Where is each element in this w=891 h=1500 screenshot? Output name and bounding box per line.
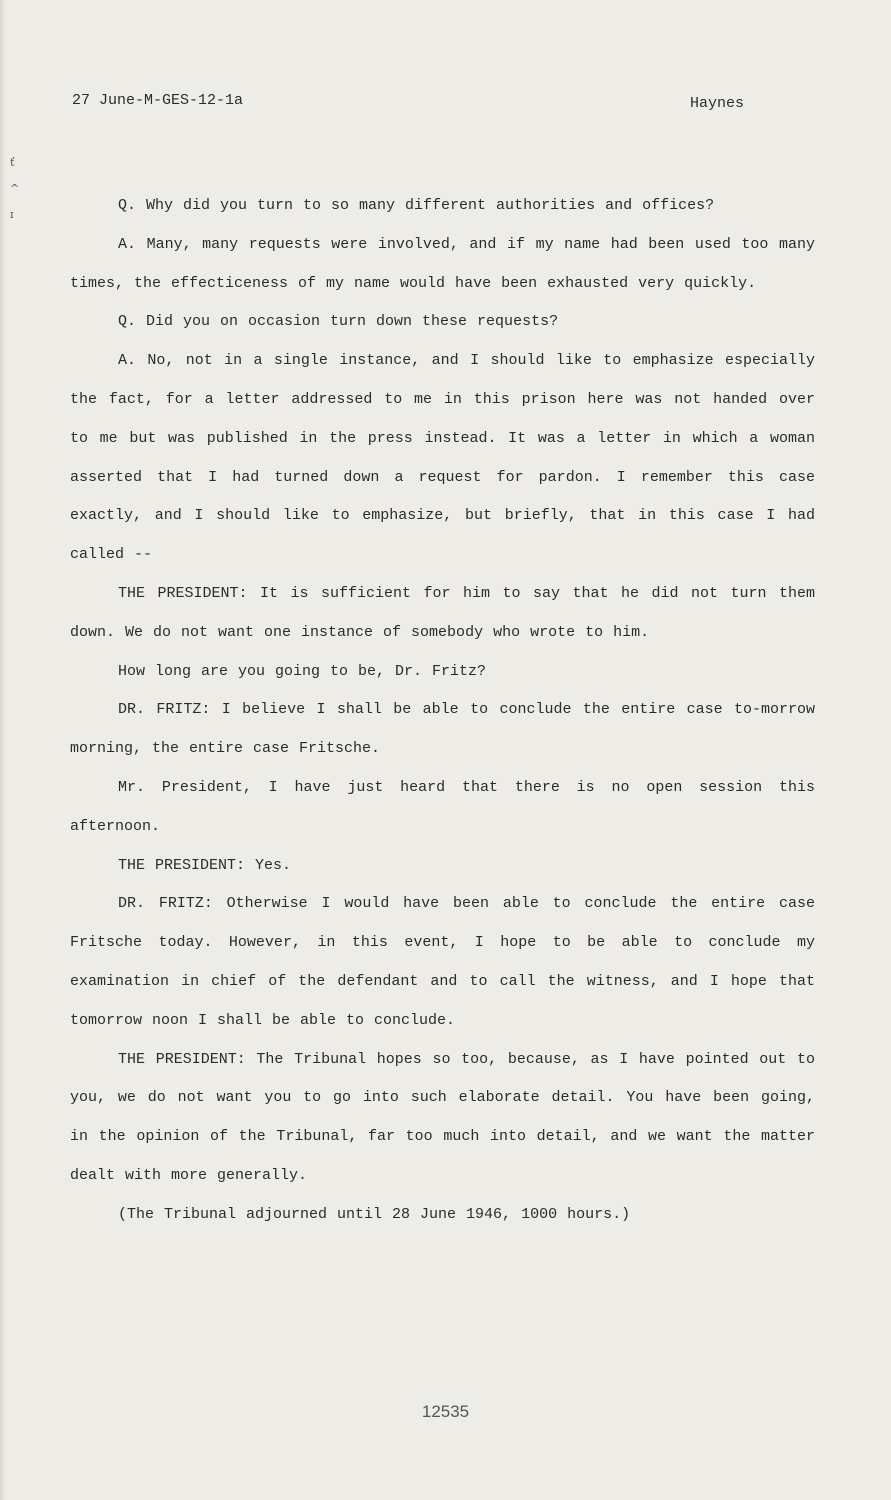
transcript-body xyxy=(70,187,815,1235)
president-paragraph: How long are you going to be, Dr. Fritz? xyxy=(118,662,487,680)
margin-mark: ^ xyxy=(10,182,20,195)
president-paragraph: THE PRESIDENT: Yes. xyxy=(118,856,292,874)
margin-marks xyxy=(10,150,19,228)
counsel-paragraph: DR. FRITZ: I believe I shall be able to conclude the entire case to-morrow morning, the entire case Fritsche. xyxy=(70,701,815,758)
president-paragraph: THE PRESIDENT: It is sufficient for him to say that he did not turn them down. We do not want one instance of somebody who wrote to him. xyxy=(70,584,815,641)
president-paragraph: THE PRESIDENT: The Tribunal hopes so too, because, as I have pointed out to you, we do not want you to go into such elaborate detail. You have been going, in the opinion of the Tribunal, far too much into detail, and we want the matter dealt with more generally. xyxy=(70,1050,815,1184)
reporter-name: Haynes xyxy=(689,95,744,112)
question-paragraph: Q. Why did you turn to so many different authorities and offices? xyxy=(118,197,715,214)
margin-mark: ɪ xyxy=(10,208,14,221)
counsel-paragraph: DR. FRITZ: Otherwise I would have been able to conclude the entire case Fritsche today. However, in this event, I hope to be able to conclude my examination in chief of the defendant and to call the witness, and I hope that tomorrow noon I shall be able to conclude. xyxy=(70,895,815,1029)
question-paragraph: Q. Did you on occasion turn down these requests? xyxy=(118,313,559,331)
answer-paragraph: A. No, not in a single instance, and I should like to emphasize especially the fact, for a letter addressed to me in this prison here was not handed over to me but was published in the press instead. It was a letter in which a woman asserted that I had turned down a request for pardon. I remember this case exactly, and I should like to emphasize, but briefly, that in this case I had called -- xyxy=(70,352,815,564)
answer-paragraph: A. Many, many requests were involved, and if my name had been used too many times, the effecticeness of my name would have been exhausted very quickly. xyxy=(70,235,815,292)
page-number: 12535 xyxy=(421,1402,470,1421)
margin-mark: ť xyxy=(10,156,15,169)
adjournment-note: (The Tribunal adjourned until 28 June 1946, 1000 hours.) xyxy=(118,1205,631,1223)
document-reference: 27 June-M-GES-12-1a xyxy=(72,92,244,109)
counsel-paragraph: Mr. President, I have just heard that there is no open session this afternoon. xyxy=(70,778,815,835)
